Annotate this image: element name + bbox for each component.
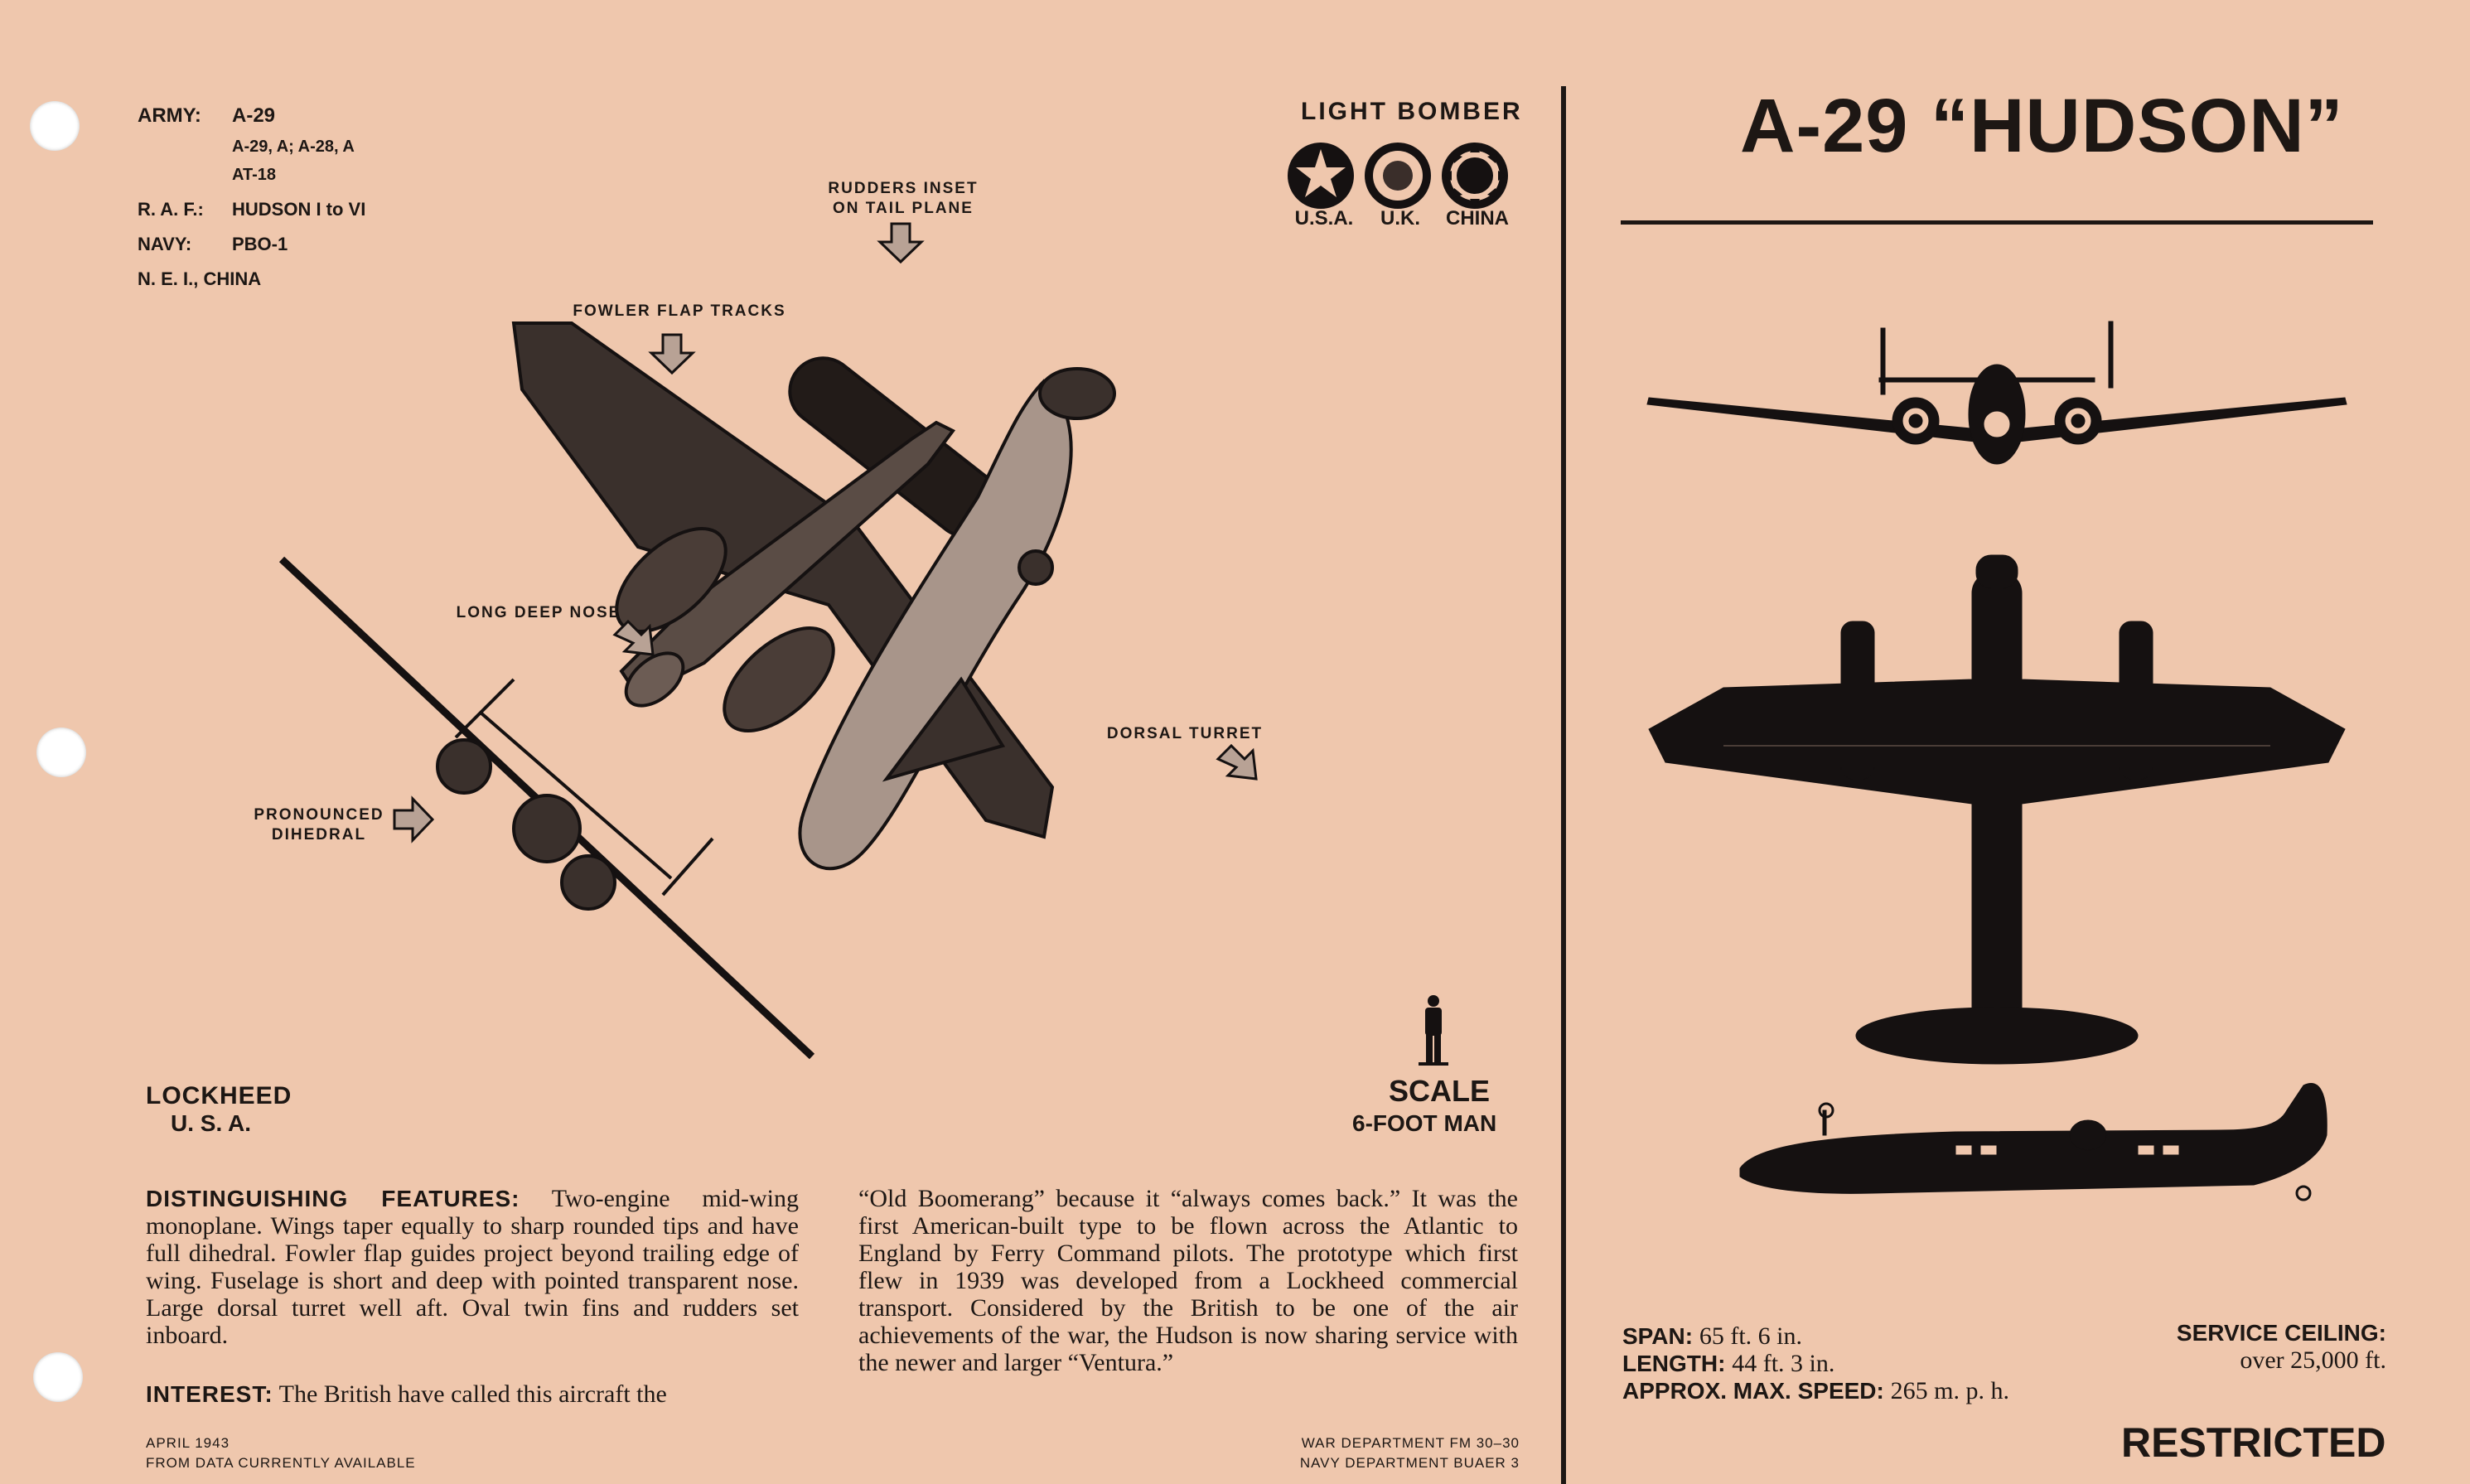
raf-label: R. A. F.:: [138, 199, 204, 220]
army-trainer: AT-18: [232, 166, 276, 184]
restricted-stamp: RESTRICTED: [2121, 1419, 2386, 1466]
interest-text: The British have called this aircraft the: [278, 1380, 667, 1408]
navy-value: PBO-1: [232, 234, 288, 254]
footer-war-department: WAR DEPARTMENT FM 30–30: [1301, 1435, 1520, 1451]
interest-paragraph: [146, 1380, 799, 1408]
footer-date: APRIL 1943: [146, 1435, 230, 1451]
army-value: A-29: [232, 104, 276, 127]
service-ceiling: [2121, 1319, 2386, 1374]
interest-heading: INTEREST:: [146, 1381, 273, 1407]
navy-label: NAVY:: [138, 234, 192, 254]
callout-dihedral: PRONOUNCED DIHEDRAL: [254, 806, 384, 844]
spec-speed: APPROX. MAX. SPEED: 265 m. p. h.: [1622, 1377, 2009, 1404]
spec-span: SPAN: 65 ft. 6 in.: [1622, 1322, 1802, 1350]
callout-flap-tracks: FOWLER FLAP TRACKS: [573, 302, 786, 320]
arrow-down-icon: [651, 335, 693, 373]
callout-dorsal-turret: DORSAL TURRET: [1106, 725, 1264, 742]
category-title: LIGHT BOMBER: [1301, 98, 1523, 125]
features-paragraph: [146, 1185, 799, 1349]
ceiling-label: SERVICE CEILING:: [2176, 1320, 2386, 1346]
insignia-label-usa: U.S.A.: [1294, 207, 1354, 230]
footer-source: FROM DATA CURRENTLY AVAILABLE: [146, 1455, 416, 1471]
features-text: Two-engine mid-wing monoplane. Wings taper equally to sharp rounded tips and have full dihedral. Fowler flap guides project beyond trailing edge of wing. Fuselage is short and deep with pointed transparent nose. Large dorsal turret well aft. Oval twin fins and rudders set inboard.: [146, 1185, 800, 1349]
scale-title: SCALE: [1389, 1074, 1491, 1108]
arrow-down-right-icon: [1218, 746, 1256, 779]
interest-continued-paragraph: “Old Boomerang” because it “always comes back.” It was the first American-built type to be flown across the Atlantic to England by Ferry Command pilots. The prototype which first flew in 1939 was developed from a Lockheed commercial transport. Considered by the British to be one of the air achievements of the war, the Hudson is now sharing service with the newer and larger “Ventura.”: [858, 1185, 1518, 1376]
callout-long-nose: LONG DEEP NOSE: [456, 604, 621, 621]
spec-list: [1622, 1322, 2009, 1404]
insignia-label-china: CHINA: [1446, 207, 1509, 230]
other-users: N. E. I., CHINA: [138, 268, 262, 289]
plan-view-silhouette: [1649, 555, 2345, 1064]
scale-subtitle: 6-FOOT MAN: [1352, 1110, 1497, 1136]
arrow-right-icon: [394, 799, 433, 840]
six-foot-man-icon: [1417, 994, 1450, 1066]
silhouettes-panel: [1624, 298, 2370, 1259]
ceiling-value: over 25,000 ft.: [2240, 1346, 2386, 1374]
arrow-down-icon: [880, 224, 921, 262]
army-variants: A-29, A; A-28, A: [232, 138, 355, 156]
footer-navy-department: NAVY DEPARTMENT BUAER 3: [1299, 1455, 1520, 1471]
arrow-down-right-icon: [615, 621, 653, 655]
callout-rudders: RUDDERS INSET ON TAIL PLANE: [828, 180, 979, 217]
spec-length: LENGTH: 44 ft. 3 in.: [1622, 1350, 1835, 1377]
manufacturer-name: LOCKHEED: [146, 1082, 292, 1109]
features-heading: DISTINGUISHING FEATURES:: [146, 1186, 520, 1211]
side-view-silhouette: [1740, 1084, 2327, 1201]
front-view-silhouette: [1647, 321, 2347, 464]
manufacturer-country: U. S. A.: [171, 1110, 251, 1136]
card-title: A-29 “HUDSON”: [1740, 84, 2344, 168]
insignia-label-uk: U.K.: [1380, 207, 1420, 230]
raf-value: HUDSON I to VI: [232, 199, 366, 220]
army-label: ARMY:: [138, 104, 201, 127]
